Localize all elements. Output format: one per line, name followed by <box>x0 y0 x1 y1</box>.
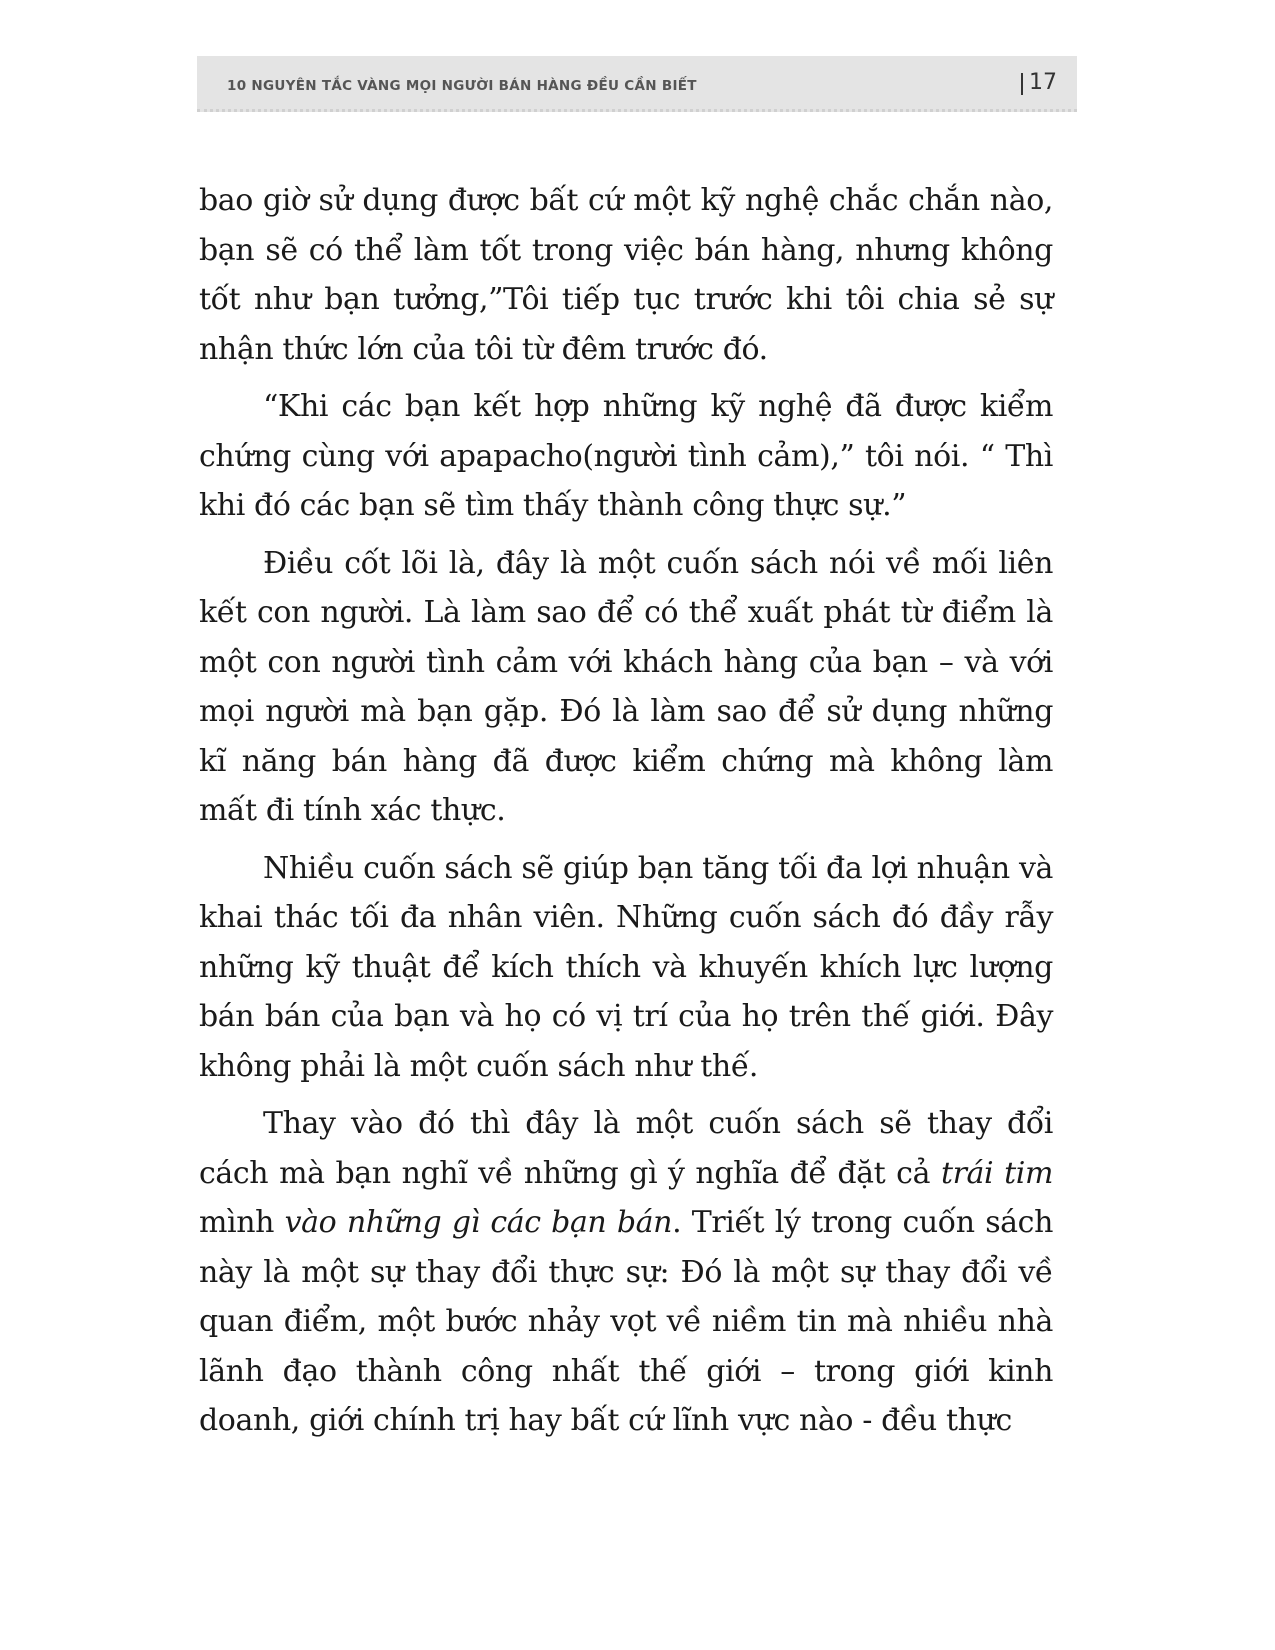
body-text <box>199 176 1053 1454</box>
paragraph-5 <box>199 1099 1053 1446</box>
paragraph-5-part-c: mình <box>199 1205 285 1240</box>
paragraph-4: Nhiều cuốn sách sẽ giúp bạn tăng tối đa lợi nhuận và khai thác tối đa nhân viên. Những cuốn sách đó đầy rẫy những kỹ thuật để kích thích và khuyến khích lực lượng bán bán của bạn và họ có vị trí của họ trên thế giới. Đây không phải là một cuốn sách như thế. <box>199 850 1053 1084</box>
paragraph-2: “Khi các bạn kết hợp những kỹ nghệ đã được kiểm chứng cùng với apapacho(người tình cảm),” tôi nói. “ Thì khi đó các bạn sẽ tìm thấy thành công thực sự.” <box>199 389 1053 523</box>
paragraph-5-part-a: Thay vào đó thì đây là một cuốn sách sẽ thay đổi cách mà bạn nghĩ về những gì ý nghĩa để đặt cả <box>199 1106 1053 1191</box>
paragraph-5-italic-heart: trái tim <box>940 1155 1054 1191</box>
paragraph-1: bao giờ sử dụng được bất cứ một kỹ nghệ chắc chắn nào, bạn sẽ có thể làm tốt trong việc bán hàng, nhưng không tốt như bạn tưởng,”Tôi tiếp tục trước khi tôi chia sẻ sự nhận thức lớn của tôi từ đêm trước đó. <box>199 183 1053 367</box>
paragraph-5-part-e: . Triết lý trong cuốn sách này là một sự thay đổi thực sự: Đó là một sự thay đổi về quan điểm, một bước nhảy vọt về niềm tin mà nhiều nhà lãnh đạo thành công nhất thế giới – trong giới kinh doanh, giới chính trị hay bất cứ lĩnh vực nào - đều thực <box>199 1205 1053 1438</box>
paragraph-5-italic-sell: vào những gì các bạn bán <box>284 1205 673 1240</box>
book-title: 10 NGUYÊN TẮC VÀNG MỌI NGƯỜI BÁN HÀNG ĐỀU CẦN BIẾT <box>227 78 697 94</box>
page-number: 17 <box>1029 70 1057 95</box>
header-divider <box>1021 73 1023 95</box>
running-header <box>197 56 1077 112</box>
paragraph-3: Điều cốt lõi là, đây là một cuốn sách nói về mối liên kết con người. Là làm sao để có thể xuất phát từ điểm là một con người tình cảm với khách hàng của bạn – và với mọi người mà bạn gặp. Đó là làm sao để sử dụng những kĩ năng bán hàng đã được kiểm chứng mà không làm mất đi tính xác thực. <box>199 545 1053 828</box>
